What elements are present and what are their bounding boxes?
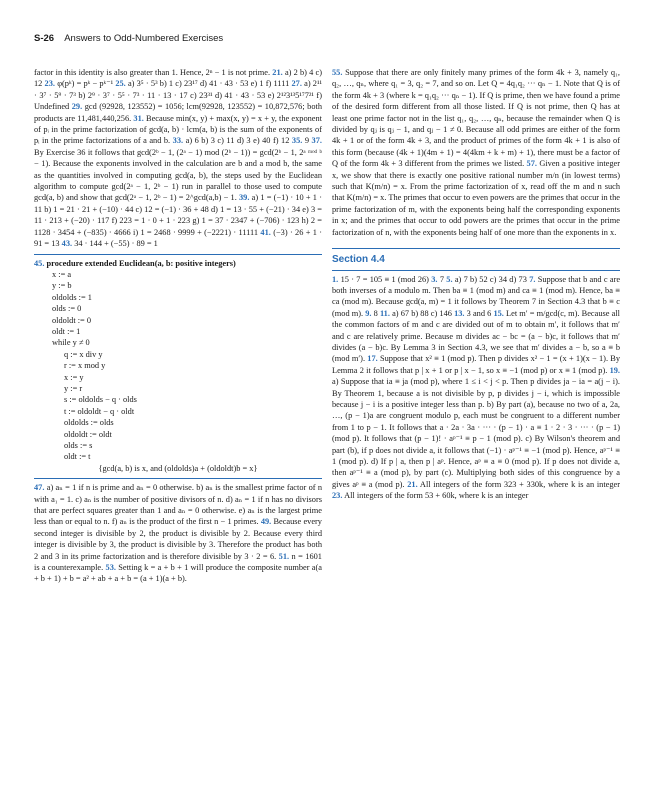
algorithm-line: while y ≠ 0 [52, 338, 90, 348]
answer-number: 37. [311, 136, 322, 146]
algorithm-line: oldolds := olds [64, 418, 114, 428]
answer-text: a) 67 b) 88 c) 146 [392, 308, 452, 318]
answer-text: a) 7 b) 52 c) 34 d) 73 [454, 274, 527, 284]
answer-text: a) 2 b) 4 c) 12 [34, 68, 322, 89]
algorithm-line: q := x div y [64, 349, 103, 359]
algorithm-line: oldoldt := 0 [52, 315, 92, 325]
divider [332, 248, 620, 249]
answer-list [332, 68, 620, 237]
answer-number: 25. [115, 79, 126, 89]
answer-number: 35. [291, 136, 303, 146]
answer-number: 29. [71, 102, 83, 112]
answer-text: 34 · 144 + (−55) · 89 = 1 [74, 239, 158, 249]
answer-list [34, 68, 322, 248]
algorithm-line: y := b [52, 281, 72, 291]
answer-text: Suppose that b and c are both inverses of a modulo m. Then ba ≡ 1 (mod m) and ca ≡ 1 (mod m). Hence, ba ≡ ca (mod m). Because gcd(a, m) = 1 it follows by Theorem 7 in Section 4.3 that b ≡ c (mod m). [332, 274, 621, 318]
answer-text: Suppose that x² ≡ 1 (mod p). Then p divides x² − 1 = (x + 1)(x − 1). By Lemma 2 it follows that p | x + 1 or p | x − 1, so x ≡ −1 (mod p) or x ≡ 1 (mod p). [332, 354, 620, 375]
answer-text: a) 6 b) 3 c) 11 d) 3 e) 40 f) 12 [185, 136, 290, 146]
answer-text: Suppose that there are only finitely many primes of the form 4k + 3, namely q₁, q₂, …, qₙ, where q₁ = 3, q₂ = 7, and so on. Let Q = 4q₁q₂ ··· qₙ − 1. Note that Q is of the form 4k + 3 (where k = q₁q₂ ··· qₙ − 1). If Q is prime, then we have found a prime of the desired form different from all those listed. If Q is not prime, then Q has at least one prime factor not in the list q₁, q₂, …, qₙ, because the remainder when Q is divided by qⱼ is qⱼ − 1, and qⱼ − 1 ≠ 0. Because all odd primes are either of the form 4k + 1 or of the form 4k + 3, and the product of primes of the form 4k + 1 is also of this form (because (4k + 1)(4m + 1) = 4(4km + k + m) + 1), there must be a factor of Q of the form 4k + 3 different from the primes we listed. [332, 68, 621, 169]
answer-text: Because min(x, y) + max(x, y) = x + y, the exponent of pᵢ in the prime factorization of gcd(a, b) · lcm(a, b) is the sum of the exponents of pᵢ in the prime factorizations of a and b. [34, 113, 322, 146]
answer-number: 1. [332, 274, 339, 284]
algorithm-line: oldt := 1 [52, 326, 81, 336]
answer-text: a) 2¹¹ · 3⁷ · 5⁹ · 7³ b) 2⁹ · 3⁷ · 5⁵ · 7³ · 11 · 13 · 17 c) 23³¹ d) 41 · 43 · 53 e) 2¹²3¹³5¹⁷7²¹ f) Undefined [34, 79, 322, 112]
answer-number: 45. [34, 258, 45, 268]
page-header [34, 33, 223, 44]
answer-text: a) 3⁵ · 5³ b) 1 c) 23¹⁷ d) 41 · 43 · 53 e) 1 f) 1111 [127, 79, 290, 89]
algorithm-line: oldoldt := oldt [64, 429, 112, 439]
algorithm-title: procedure extended Euclidean(a, b: positive integers) [46, 258, 236, 268]
answer-text: 7 [439, 274, 444, 284]
answer-number: 33. [172, 136, 184, 146]
answer-number: 7. [529, 274, 536, 284]
algorithm-line: s := oldolds − q · olds [64, 395, 137, 405]
answer-text: 15 · 7 = 105 ≡ 1 (mod 26) [340, 274, 429, 284]
algorithm-line: t := oldoldt − q · oldt [64, 406, 135, 416]
answer-number: 55. [332, 68, 343, 77]
answer-text: gcd (92928, 123552) = 1056; lcm(92928, 123552) = 10,872,576; both products are 11,481,440,256. [34, 102, 322, 123]
answer-text: a) Suppose that ia ≡ ja (mod p), where 1 ≤ i < j < p. Then p divides ja − ia = a(j − i). By Theorem 1, because a is not divisible by p, p divides j − i, which is impossible because j − i is a positive integer less than p. b) By part (a), because no two of a, 2a, …, (p − 1)a are congruent modulo p, each must be congruent to a different number from 1 to p − 1. It follows that a · 2a · 3a · ··· · (p − 1) · a ≡ 1 · 2 · 3 · ··· · (p − 1) (mod p). It follows that (p − 1)! · aᵖ⁻¹ ≡ p − 1 (mod p). c) By Wilson's theorem and part (b), if p does not divide a, it follows that (−1) · aᵖ⁻¹ ≡ −1 (mod p). Hence, aᵖ⁻¹ ≡ 1 (mod p). d) If p | a, then p | aᵖ. Hence, aᵖ ≡ a ≡ 0 (mod p). If p does not divide a, then aᵖ⁻¹ ≡ a (mod p), by part (c). Multiplying both sides of this congruence by a gives aᵖ ≡ a (mod p). [332, 377, 620, 489]
answer-list [34, 483, 322, 583]
algorithm-line: {gcd(a, b) is x, and (oldolds)a + (oldoldt)b = x} [98, 463, 258, 473]
answer-list [332, 275, 620, 501]
answer-text: 9 [304, 136, 310, 146]
answer-number: 21. [272, 68, 283, 77]
answer-number: 31. [133, 113, 144, 123]
divider [332, 270, 620, 271]
algorithm-line: x := y [64, 372, 84, 382]
answer-number: 51. [278, 551, 290, 561]
answer-number: 47. [34, 483, 45, 493]
answer-number: 3. [431, 274, 438, 284]
answers-block-1 [34, 67, 322, 250]
right-column [332, 67, 620, 502]
answer-text: Because every second integer is divisible by 2, the product is divisible by 2. Because every third integer is divisible by 3, the product is divisible by 3. Therefore the product has both 2 and 3 in its prime factorization and is therefore divisible by 3 · 2 = 6. [34, 517, 322, 561]
answer-number: 19. [609, 365, 620, 375]
answer-text: By Exercise 36 it follows that gcd(2ᵇ − 1, (2ᵃ − 1) mod (2ᵇ − 1)) = gcd(2ᵇ − 1, 2ᵃ ᵐᵒᵈ ᵇ − 1). Because the exponents involved in the calculation are b and a mod b, the same as the quantities involved in computing gcd(a, b), the steps used by the Euclidean algorithm to compute gcd(2ᵃ − 1, 2ᵇ − 1) run in parallel to those used to compute gcd(a, b) and show that gcd(2ᵃ − 1, 2ᵇ − 1) = 2^gcd(a,b) − 1. [34, 147, 322, 203]
answer-text: Let m′ = m/gcd(c, m). Because all the common factors of m and c are divided out of m to obtain m′, it follows that m′ and c are relatively prime. Because m divides ac − bc = (a − b)c, it follows that m′ divides (a − b)c. By Lemma 3 in Section 4.3, we see that m′ divides a − b, so a ≡ b (mod m′). [332, 308, 620, 364]
answer-number: 21. [407, 479, 418, 489]
answer-number: 17. [367, 354, 378, 364]
answer-text: a) 1 = (−1) · 10 + 1 · 11 b) 1 = 21 · 21 + (−10) · 44 c) 12 = (−1) · 36 + 48 d) 1 = 13 · 55 + (−21) · 34 e) 3 = 11 · 213 + (−20) · 117 f) 223 = 1 · 0 + 1 · 223 g) 1 = 37 · 2347 + (−706) · 123 h) 2 = 1128 · 3454 + (−835) · 4666 i) 1 = 2468 · 9999 + (−2221) · 11111 [34, 193, 322, 237]
answer-number: 23. [332, 491, 343, 501]
answer-number: 49. [260, 517, 272, 527]
answer-text: All integers of the form 53 + 60k, where k is an integer [344, 491, 529, 501]
answer-text: φ(pᵏ) = pᵏ − pᵏ⁻¹ [57, 79, 114, 89]
algorithm-line: olds := 0 [52, 304, 82, 314]
answers-block-2 [34, 482, 322, 585]
answers-block-4 [332, 274, 620, 502]
answer-number: 39. [239, 193, 250, 203]
answer-text: Setting k = a + b + 1 will produce the composite number a(a + b + 1) + b = a² + ab + a + b = (a + 1)(a + b). [34, 563, 322, 584]
answer-number: 13. [454, 308, 465, 318]
answer-number: 15. [493, 308, 504, 318]
answer-number: 43. [61, 239, 73, 249]
running-title: Answers to Odd-Numbered Exercises [64, 33, 224, 44]
answer-number: 53. [105, 563, 116, 573]
algorithm-line: r := x mod y [64, 361, 106, 371]
answer-number: 5. [446, 274, 453, 284]
algorithm-line: y := r [64, 383, 83, 393]
answer-text: (−3) · 26 + 1 · 91 = 13 [34, 227, 322, 249]
answer-number: 57. [526, 159, 537, 169]
section-heading: Section 4.4 [332, 254, 385, 266]
answer-text: a) aₙ = 1 if n is prime and aₙ = 0 otherwise. b) aₙ is the smallest prime factor of n with a₁ = 1. c) aₙ is the number of positive divisors of n. d) aₙ = 1 if n has no divisors that are perfect squares greater than 1 and aₙ = 0 otherwise. e) aₙ is the largest prime less than or equal to n. f) aₙ is the product of the first n − 1 primes. [34, 483, 322, 527]
divider [34, 254, 322, 255]
answer-text: n = 1601 is a counterexample. [34, 551, 322, 573]
answer-number: 9. [365, 308, 372, 318]
algorithm-line: oldt := t [64, 452, 91, 462]
page-number: S-26 [34, 33, 55, 44]
answer-number: 27. [291, 79, 302, 89]
answer-number: 11. [379, 308, 390, 318]
answer-text: Given a positive integer x, we show that there is exactly one positive rational number m/n (in lowest terms) such that K(m/n) = x. From the prime factorization of x, read off the m and n such that K(m/n) = x. The primes that occur to even powers are the primes that occur in the prime factorization of m, with the exponents being half the corresponding exponents in x; and the primes that occur to odd powers are the primes that occur in the prime factorization of n, with the exponents being half of one more than the exponents in x. [332, 159, 620, 237]
divider [34, 478, 322, 479]
answer-text: 3 and 6 [466, 308, 492, 318]
left-column [34, 67, 322, 585]
answer-number: 41. [260, 227, 271, 237]
continued-text: factor in this identity is also greater than 1. Hence, 2ⁿ − 1 is not prime. [34, 68, 271, 77]
algorithm-block [34, 258, 322, 475]
answer-text: All integers of the form 323 + 330k, where k is an integer [419, 479, 620, 489]
algorithm-lines [34, 269, 322, 474]
answer-number: 23. [44, 79, 55, 89]
algorithm-line: olds := s [64, 441, 93, 450]
algorithm-line: oldolds := 1 [52, 292, 92, 302]
answers-block-3 [332, 67, 620, 238]
algorithm-line: x := a [52, 269, 72, 279]
answer-text: 8 [373, 308, 378, 318]
